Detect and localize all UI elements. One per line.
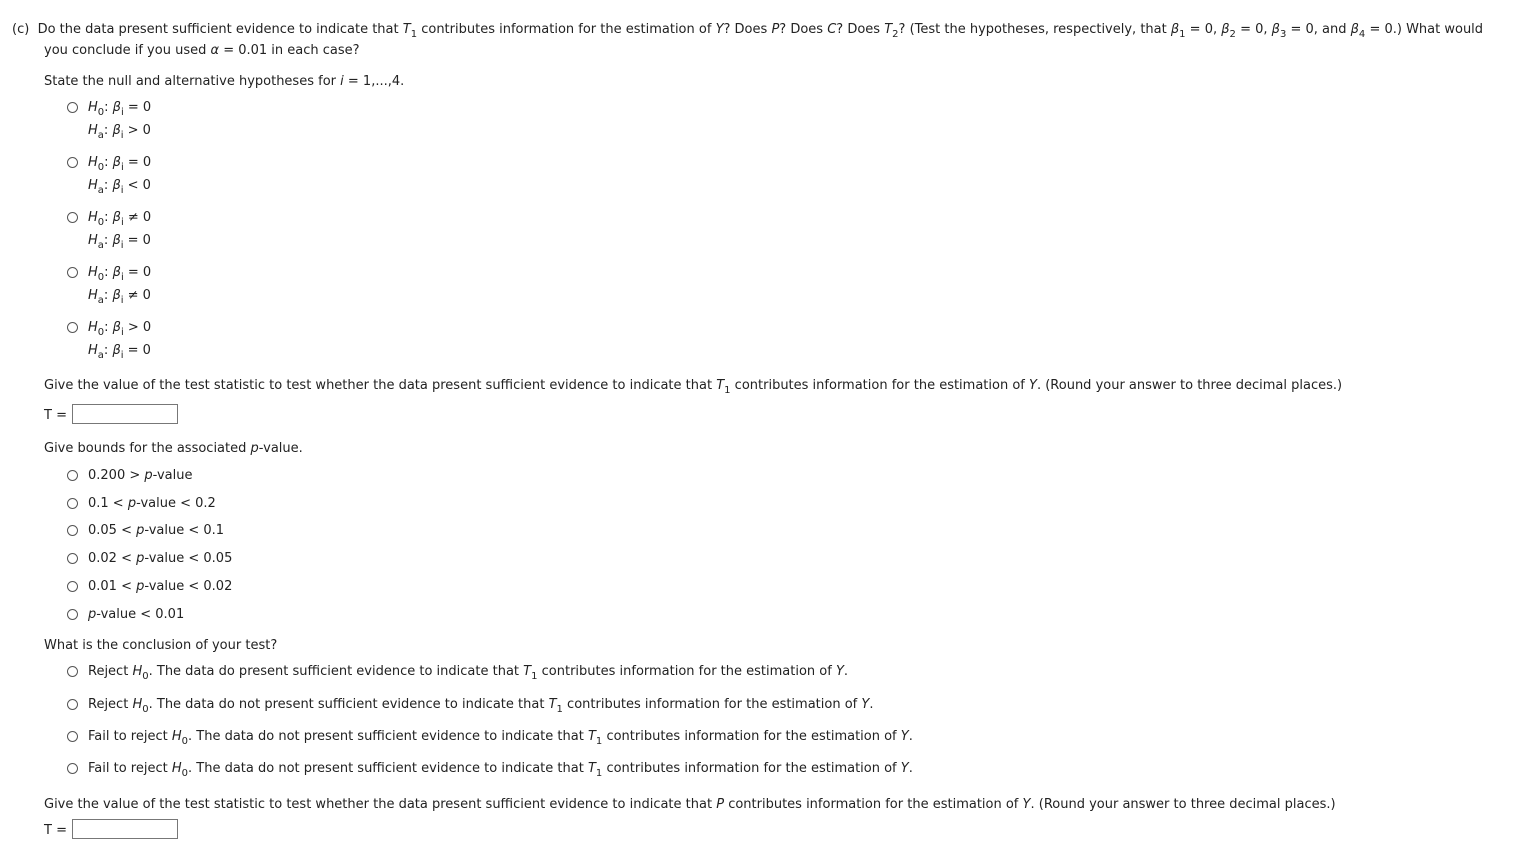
question-text: (c) Do the data present sufficient evidence to indicate that $T_1$ contributes information for the estimation of Y? Does P? Does C? Does $T_2$? (Test the hypotheses, respectively, that $\beta_1 = 0$, $\beta_2 = 0$, $\beta_3 = 0$, and $\beta_4 = 0$.) What would: [12, 22, 1484, 40]
question-text-line2: you conclude if you used α = 0.01 in each case?: [44, 43, 360, 58]
conclusion-option-label: Fail to reject $H_0$. The data do not present sufficient evidence to indicate that $T_1$ contributes information for the estimation of Y.: [88, 729, 913, 747]
p-value-option-label: 0.02 < p-value < 0.05: [88, 551, 233, 566]
hypotheses-prompt: State the null and alternative hypotheses for i = 1,...,4.: [44, 74, 405, 89]
null-hypothesis: $H_0$: $\beta_i > 0$: [88, 320, 152, 338]
alternative-hypothesis: $H_a$: $\beta_i = 0$: [88, 233, 151, 251]
conclusion-radio[interactable]: [67, 699, 78, 710]
p-value-option-label: 0.200 > p-value: [88, 468, 193, 483]
conclusion-option-label: Reject $H_0$. The data do present sufficient evidence to indicate that $T_1$ contributes information for the estimation of Y.: [88, 664, 849, 682]
p-value-radio[interactable]: [67, 470, 78, 481]
null-hypothesis: $H_0$: $\beta_i = 0$: [88, 100, 152, 118]
hypothesis-radio[interactable]: [67, 322, 78, 333]
alternative-hypothesis: $H_a$: $\beta_i = 0$: [88, 343, 151, 361]
test-statistic-prompt-t1: Give the value of the test statistic to test whether the data present sufficient evidence to indicate that $T_1$ contributes information for the estimation of Y. (Round your answer to three decimal places.): [44, 378, 1343, 396]
part-label: (c): [12, 22, 30, 37]
conclusion-prompt: What is the conclusion of your test?: [44, 638, 278, 653]
test-statistic-input-t1[interactable]: [72, 404, 178, 424]
t-label: T =: [44, 408, 67, 423]
null-hypothesis: $H_0$: $\beta_i = 0$: [88, 155, 152, 173]
p-value-radio[interactable]: [67, 498, 78, 509]
alternative-hypothesis: $H_a$: $\beta_i \ne 0$: [88, 288, 151, 306]
conclusion-radio[interactable]: [67, 731, 78, 742]
hypothesis-radio[interactable]: [67, 267, 78, 278]
hypothesis-radio[interactable]: [67, 212, 78, 223]
alternative-hypothesis: $H_a$: $\beta_i > 0$: [88, 123, 151, 141]
p-value-radio[interactable]: [67, 553, 78, 564]
p-value-radio[interactable]: [67, 609, 78, 620]
p-value-radio[interactable]: [67, 525, 78, 536]
p-value-option-label: 0.01 < p-value < 0.02: [88, 579, 233, 594]
p-value-option-label: p-value < 0.01: [88, 607, 185, 622]
test-statistic-input-p[interactable]: [72, 819, 178, 839]
p-value-radio[interactable]: [67, 581, 78, 592]
conclusion-radio[interactable]: [67, 666, 78, 677]
p-value-option-label: 0.05 < p-value < 0.1: [88, 523, 225, 538]
conclusion-option-label: Reject $H_0$. The data do not present sufficient evidence to indicate that $T_1$ contributes information for the estimation of Y.: [88, 697, 874, 715]
t-label-2: T =: [44, 823, 67, 838]
p-value-prompt: Give bounds for the associated p-value.: [44, 441, 303, 456]
p-value-option-label: 0.1 < p-value < 0.2: [88, 496, 216, 511]
null-hypothesis: $H_0$: $\beta_i = 0$: [88, 265, 152, 283]
conclusion-option-label: Fail to reject $H_0$. The data do not present sufficient evidence to indicate that $T_1$ contributes information for the estimation of Y.: [88, 761, 913, 779]
conclusion-radio[interactable]: [67, 763, 78, 774]
alternative-hypothesis: $H_a$: $\beta_i < 0$: [88, 178, 151, 196]
hypothesis-radio[interactable]: [67, 157, 78, 168]
hypothesis-radio[interactable]: [67, 102, 78, 113]
null-hypothesis: $H_0$: $\beta_i \ne 0$: [88, 210, 152, 228]
test-statistic-prompt-p: Give the value of the test statistic to test whether the data present sufficient evidence to indicate that P contributes information for the estimation of Y. (Round your answer to three decimal places.): [44, 797, 1336, 812]
